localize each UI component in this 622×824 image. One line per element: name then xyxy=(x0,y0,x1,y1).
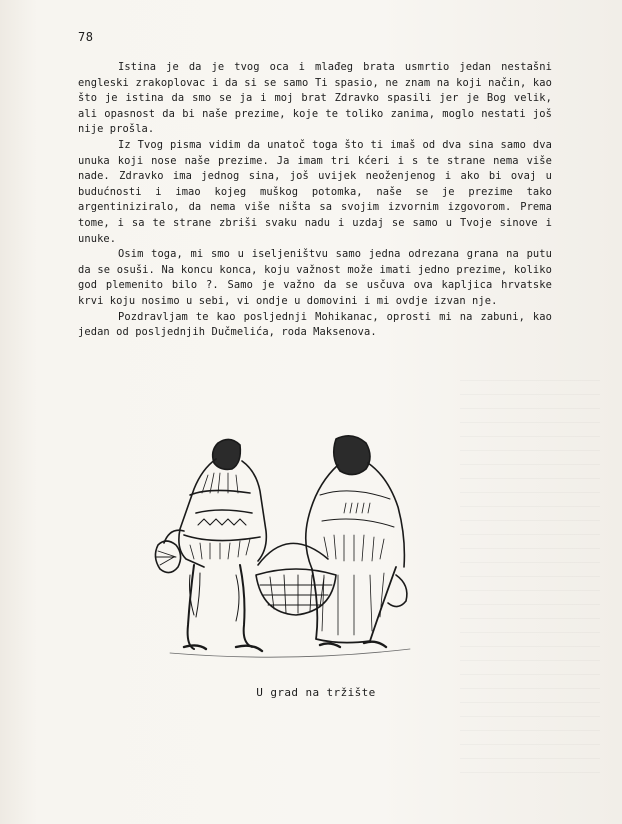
right-figure xyxy=(306,436,407,647)
paragraph-3: Osim toga, mi smo u iseljeništvu samo jedna odrezana grana na putu da se osuši. Na koncu konca, koju važnost može imati jedno prezime, koliko god plemenito bilo ?. Samo je važno da se usčuva ova kapljica hrvatske krvi koju nosimo u sebi, vi ondje u domovini i mi ovdje izvan nje. xyxy=(78,248,552,307)
paragraph-2: Iz Tvog pisma vidim da unatoč toga što ti imaš od dva sina samo dva unuka koji nose naše prezime. Ja imam tri kćeri i s te strane nema više nade. Zdravko ima jednog sina, još uvijek neoženjenog i ako bi ovaj u budućnosti i imao kojeg muškog potomka, naše se je prezime tako argentiniziralo, da nema više ništa sa svojim izvornim izgovorom. Prema tome, i sa te strane zbriši svaku nadu i uzdaj se samo u Tvoje sinove i unuke. xyxy=(78,138,552,245)
body-text xyxy=(78,60,552,341)
illustration-caption: U grad na tržište xyxy=(256,686,376,699)
paragraph-4: Pozdravljam te kao posljednji Mohikanac, oprosti mi na zabuni, kao jedan od posljednjih Dučmelića, roda Maksenova. xyxy=(78,310,552,339)
page-number: 78 xyxy=(78,30,94,44)
paragraph-1: Istina je da je tvog oca i mlađeg brata usmrtio jedan nestašni engleski zrakoplovac i da si se samo Ti spasio, ne znam na koji način, kao što je istina da smo se ja i moj brat Zdravko spasili jer je Bog velik, ali opasnost da bi naše prezime, koje te toliko zanima, moglo nestati još nije prošla. xyxy=(78,61,552,136)
two-figures-carrying-basket-sketch xyxy=(150,425,420,665)
show-through-texture xyxy=(460,380,600,780)
left-figure xyxy=(155,439,266,651)
